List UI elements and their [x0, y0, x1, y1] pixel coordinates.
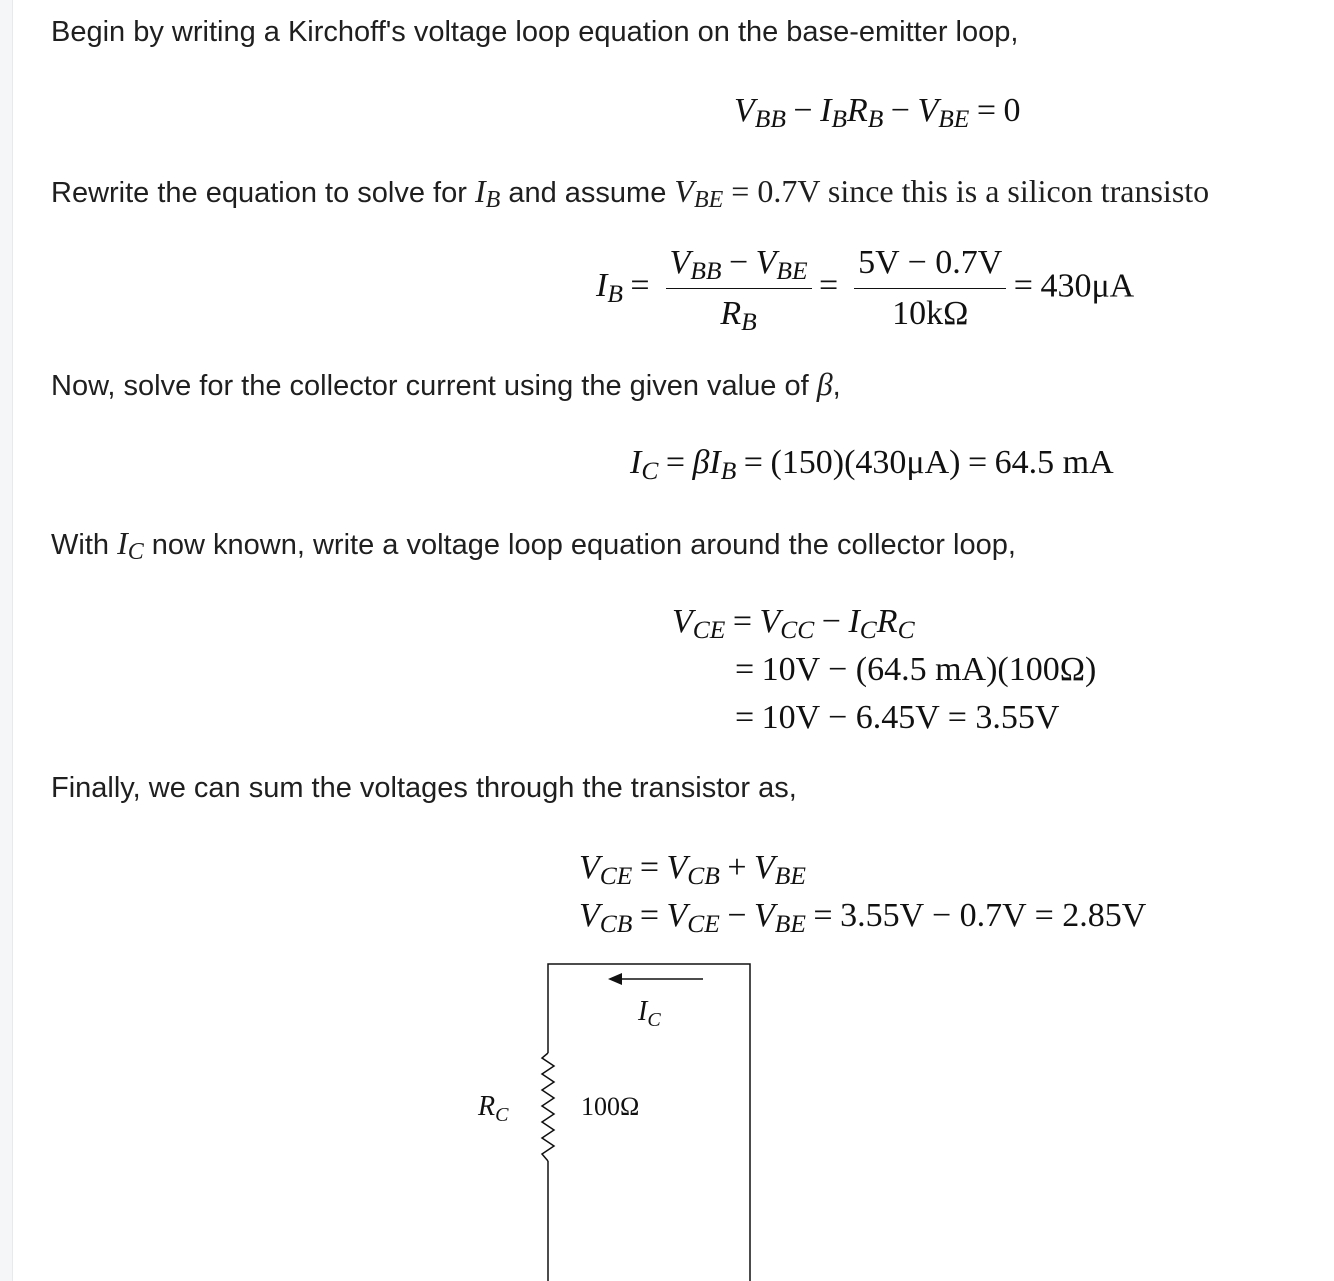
collector-circuit-diagram — [470, 955, 770, 1281]
eq4-line3: 10V − 6.45V = 3.55V — [761, 699, 1060, 736]
eq3-values: (150)(430μA) — [770, 444, 961, 481]
fraction-numeric — [854, 244, 1006, 333]
paragraph-collector-loop: With IC now known, write a voltage loop equation around the collector loop, — [51, 525, 1016, 566]
equation-base-emitter-loop: VBB − IBRB − VBE = 0 — [734, 92, 1021, 133]
p3-text: Now, solve for the collector current using the given value of — [51, 370, 817, 402]
resistor-value: 100Ω — [581, 1092, 640, 1121]
eq1-rhs: 0 — [1003, 92, 1021, 129]
fraction-symbolic: $\frac{\text{VBB − VBE}}{RB}$ — [666, 244, 812, 333]
eq2-numerator: 5V − 0.7V — [854, 244, 1006, 289]
p2-text-a: Rewrite the equation to solve for — [51, 177, 475, 209]
left-margin-bar — [0, 0, 13, 1281]
p2-text-b: and assume — [500, 177, 675, 209]
eq4-line2: 10V − (64.5 mA)(100Ω) — [761, 651, 1097, 688]
equation-ic: IC = βIB = (150)(430μA) = 64.5 mA — [630, 444, 1114, 485]
equation-vce: VCE = VCC − ICRC = 10V − (64.5 mA)(100Ω) = 10V − 6.45V = 3.55V — [672, 603, 1097, 736]
paragraph-solve-ib: Rewrite the equation to solve for IB and assume VBE = 0.7V since this is a silicon transisto — [51, 173, 1210, 214]
p2-text-c: = 0.7V since this is a silicon transisto — [723, 173, 1210, 209]
eq3-result: 64.5 mA — [994, 444, 1114, 481]
equation-ib: IB = $\frac{\text{VBB − VBE}}{RB}$ = $\frac{5V - 0.7V}{10k\Omega}$ = 430μA — [596, 244, 1135, 336]
paragraph-sum-voltages: Finally, we can sum the voltages through the transistor as, — [51, 772, 797, 804]
current-arrow-head — [608, 973, 622, 985]
p3-end: , — [832, 370, 841, 402]
p4-text-b: now known, write a voltage loop equation around the collector loop, — [143, 529, 1016, 561]
paragraph-collector-current: Now, solve for the collector current using the given value of β, — [51, 366, 841, 402]
equation-vcb: VCE = VCB + VBE VCB = VCE − VBE = 3.55V − 0.7V = 2.85V — [579, 849, 1147, 938]
p4-text-a: With — [51, 529, 118, 561]
resistor-label: $R_C$ — [478, 1091, 509, 1126]
eq2-result: 430μA — [1040, 267, 1135, 305]
paragraph-kvl-intro: Begin by writing a Kirchoff's voltage loop equation on the base-emitter loop, — [51, 16, 1019, 48]
eq2-denominator: 10kΩ — [892, 295, 969, 332]
current-label: $I_C$ — [638, 996, 661, 1031]
eq5-tail: 3.55V − 0.7V = 2.85V — [840, 897, 1147, 934]
